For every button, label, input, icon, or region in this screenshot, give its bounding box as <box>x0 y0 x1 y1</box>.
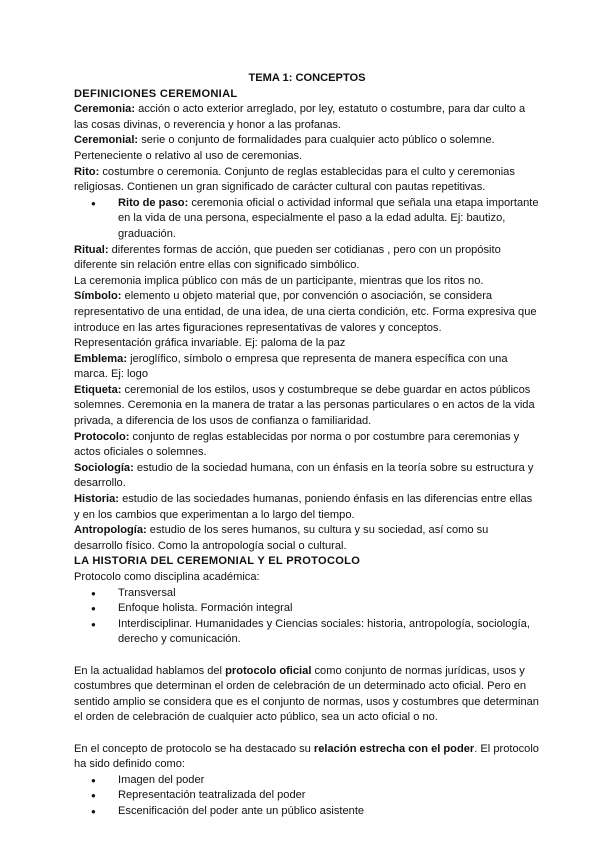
text: En la actualidad hablamos del <box>74 664 226 677</box>
definition-text: estudio de la sociedad humana, con un énfasis en la teoría sobre su estructura y desarrollo. <box>74 461 534 490</box>
definition-text: serie o conjunto de formalidades para cualquier acto público o solemne. Perteneciente o relativo al uso de ceremonias. <box>74 134 495 162</box>
definition-text: ceremonial de los estilos, usos y costumbreque se debe guardar en actos públicos solemnes. Ceremonia en la manera de tratar a las personas particulares o en actos de la vida privada, a diferencia de los usos de confianza o familiaridad. <box>74 383 535 428</box>
definition-protocolo <box>74 430 540 461</box>
ritual-note: La ceremonia implica público con más de un participante, mientras que los ritos no. <box>74 274 484 287</box>
list-item: ● Interdisciplinar. Humanidades y Ciencias sociales: historia, antropología, sociología, derecho y comunicación. <box>118 617 540 648</box>
definition-text: diferentes formas de acción, que pueden ser cotidianas , pero con un propósito diferente sin relación entre ellas con significado simbólico. <box>74 243 501 272</box>
list-item: ● Imagen del poder <box>118 773 540 789</box>
text: En el concepto de protocolo se ha destacado su <box>74 742 314 755</box>
list-item: ● Escenificación del poder ante un público asistente <box>118 804 540 820</box>
term: Historia: <box>74 493 119 506</box>
paragraph-gap <box>74 648 540 664</box>
definition-text: estudio de las sociedades humanas, poniendo énfasis en las diferencias entre ellas y en los cambios que experimentan a lo largo del tiempo. <box>74 493 533 521</box>
page-title: TEMA 1: CONCEPTOS <box>248 72 366 84</box>
term: Símbolo: <box>74 290 122 303</box>
emphasis: protocolo oficial <box>225 664 312 677</box>
term: Rito: <box>74 165 100 178</box>
definition-simbolo <box>74 289 540 336</box>
definition-text: ceremonia oficial o actividad informal que señala una etapa importante en la vida de una persona, especialmente el paso a la edad adulta. Ej: bautizo, graduación. <box>118 196 539 240</box>
simbolo-note: Representación gráfica invariable. Ej: paloma de la paz <box>74 337 346 350</box>
definition-antropologia <box>74 523 540 554</box>
definition-text: costumbre o ceremonia. Conjunto de reglas establecidas para el culto y ceremonias religiosas. Contienen un gran significado de carácter cultural con pautas repetitivas. <box>74 165 515 194</box>
rito-bullet-list <box>74 196 540 243</box>
definition-text: elemento u objeto material que, por convención o asociación, se considera representativo de una entidad, de una idea, de una cierta condición, etc. Forma expresiva que introduce en las artes figuraciones representativas de valores y conceptos. <box>74 290 537 334</box>
definition-historia <box>74 492 540 523</box>
text: como conjunto de normas jurídicas, usos y costumbres que determinan el orden de celebración de un determinado acto oficial. Pero en sentido amplio se considera que es el conjunto de normas, usos y costumbres que determinan el orden de celebración de cualquier acto público, sea un acto oficial o no. <box>74 664 539 724</box>
list-item <box>118 196 540 243</box>
definition-ceremonia <box>74 102 540 133</box>
term: Ceremonial: <box>74 134 139 147</box>
definition-ceremonial <box>74 133 540 164</box>
definition-etiqueta <box>74 383 540 430</box>
term: Sociología: <box>74 461 134 474</box>
definition-text: conjunto de reglas establecidas por norma o por costumbre para ceremonias y actos oficiales o solemnes. <box>74 430 520 459</box>
power-bullet-list <box>74 773 540 820</box>
term: Ritual: <box>74 243 109 256</box>
term: Antropología: <box>74 524 147 537</box>
term: Rito de paso: <box>118 196 189 209</box>
definition-rito <box>74 165 540 196</box>
section-heading-definiciones: DEFINICIONES CEREMONIAL <box>74 87 238 100</box>
emphasis: relación estrecha con el poder <box>313 742 475 755</box>
definition-text: jeroglífico, símbolo o empresa que representa de manera específica con una marca. Ej: logo <box>74 352 508 381</box>
list-item: ● Enfoque holista. Formación integral <box>118 601 540 617</box>
definition-text: estudio de los seres humanos, su cultura y su sociedad, así como su desarrollo físico. Como la antropología social o cultural. <box>74 524 489 552</box>
term: Etiqueta: <box>74 383 122 396</box>
term: Protocolo: <box>74 430 130 443</box>
definition-sociologia <box>74 461 540 492</box>
section-intro: Protocolo como disciplina académica: <box>74 571 260 583</box>
paragraph-poder <box>74 742 540 773</box>
text: . El protocolo ha sido definido como: <box>74 742 539 771</box>
definition-text: acción o acto exterior arreglado, por ley, estatuto o costumbre, para dar culto a las cosas divinas, o reverencia y honor a las profanas. <box>74 103 526 131</box>
section-heading-historia: LA HISTORIA DEL CEREMONIAL Y EL PROTOCOLO <box>74 555 361 568</box>
definition-emblema <box>74 352 540 383</box>
term: Ceremonia: <box>74 103 136 116</box>
paragraph-protocolo-oficial <box>74 664 540 726</box>
paragraph-gap <box>74 726 540 742</box>
discipline-bullet-list <box>74 586 540 648</box>
term: Emblema: <box>74 352 128 365</box>
list-item: ● Representación teatralizada del poder <box>118 788 540 804</box>
definition-ritual <box>74 243 540 274</box>
list-item: ● Transversal <box>118 586 540 602</box>
